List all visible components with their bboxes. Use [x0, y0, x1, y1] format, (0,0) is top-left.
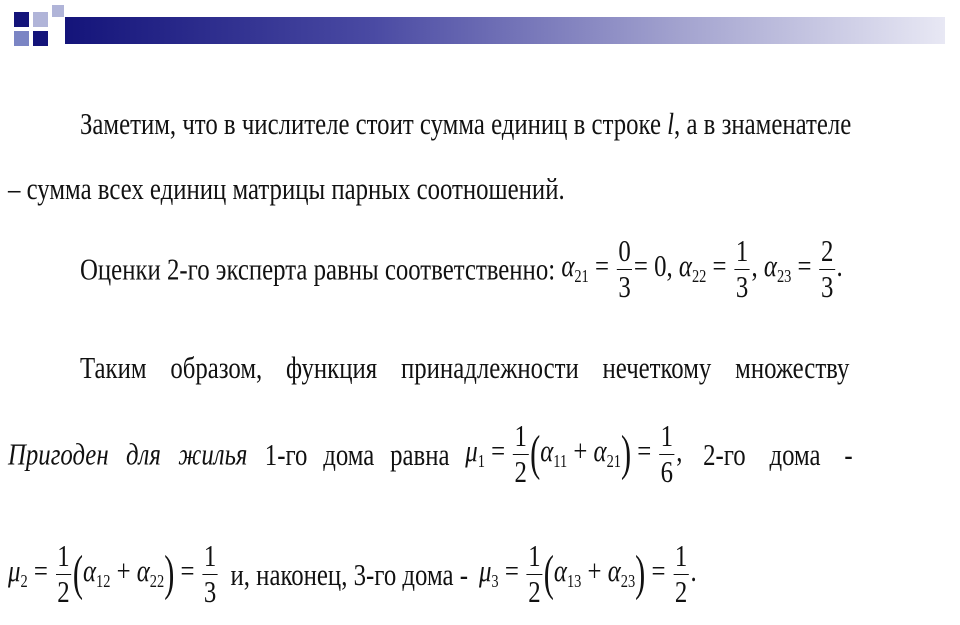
mu1-b: α: [593, 433, 607, 469]
para3-line1-text: Таким образом, функция принадлежности нечеткому множеству: [80, 350, 850, 385]
mu1-tail: ,: [676, 433, 683, 469]
a22-symbol: α: [678, 248, 692, 284]
header-square-dark: [14, 12, 29, 27]
mu1-a-sub: 11: [553, 451, 568, 472]
mu2-symbol: μ: [8, 553, 21, 589]
header-gradient-bar: [65, 17, 945, 44]
mu3-result: [673, 540, 689, 608]
mu2-result-den: 3: [203, 573, 217, 609]
mu3-result-num: 1: [674, 538, 688, 573]
slide-header-decoration: [0, 0, 960, 60]
a23-subscript: 23: [776, 266, 792, 287]
mu3-a: α: [553, 553, 567, 589]
para1-text-b: , а в знаменателе: [674, 106, 852, 141]
mu1-result: [659, 420, 675, 488]
a22-denominator: 3: [735, 268, 749, 304]
mu3-lparen: (: [543, 546, 554, 602]
mu2-result-num: 1: [203, 538, 217, 573]
mu2-rparen: ): [164, 546, 175, 602]
header-square-small: [52, 5, 64, 17]
mu2-half-num: 1: [57, 538, 70, 573]
formula-a22: $\alpha_{22}$ = $\frac{1}{3}$ ,: [678, 233, 758, 304]
mu3-a-sub: 13: [566, 571, 582, 592]
a21-tail: = 0,: [633, 248, 673, 284]
a23-tail: .: [836, 248, 843, 284]
para3-line2: [8, 420, 853, 488]
a21-fraction: [617, 235, 633, 303]
para1-line1: [80, 108, 851, 139]
mu1-b-sub: 21: [606, 451, 621, 472]
para3-line3: [8, 540, 697, 608]
mu3-b-sub: 23: [620, 571, 636, 592]
para3-finally-text: и, наконец, 3-го дома -: [230, 556, 468, 592]
mu1-half-den: 2: [514, 453, 527, 489]
para1-var-l: l: [667, 106, 675, 141]
mu3-result-den: 2: [674, 573, 688, 609]
formula-mu3: $\mu_3$ = $\frac{1}{2}$ $(\alpha_{13} + \alpha_{23})$ = $\frac{1}{2}$ .: [478, 538, 697, 609]
mu1-result-num: 1: [660, 418, 674, 453]
formula-a23: $\alpha_{23}$ = $\frac{2}{3}$ .: [763, 233, 843, 304]
mu3-symbol: μ: [478, 553, 492, 589]
mu1-result-den: 6: [660, 453, 674, 489]
mu2-subscript: 2: [20, 571, 28, 592]
para3-first-house-text: 1-го дома равна: [264, 436, 450, 472]
a22-tail: ,: [751, 248, 758, 284]
a23-symbol: α: [763, 248, 777, 284]
formula-mu2: $\mu_2$ = $\frac{1}{2}$ $(\alpha_{12} + \alpha_{22})$ = $\frac{1}{3}$: [8, 538, 217, 609]
mu1-lparen: (: [530, 426, 541, 482]
a21-symbol: α: [561, 248, 575, 284]
para1-text-a: Заметим, что в числителе стоит сумма единиц в строке: [80, 106, 668, 141]
mu3-tail: .: [690, 553, 697, 589]
mu3-b: α: [607, 553, 621, 589]
para3-second-house-text: 2-го дома -: [703, 436, 853, 472]
mu2-b-sub: 22: [149, 571, 165, 592]
mu2-a: α: [82, 553, 96, 589]
mu1-half-num: 1: [514, 418, 527, 453]
mu3-half-num: 1: [528, 538, 541, 573]
a23-fraction: [819, 235, 835, 303]
mu1-rparen: ): [620, 426, 632, 482]
mu1-a: α: [540, 433, 554, 469]
mu3-subscript: 3: [491, 571, 499, 592]
mu2-b: α: [136, 553, 150, 589]
a23-denominator: 3: [820, 268, 834, 304]
mu2-result: [202, 540, 218, 608]
fuzzy-set-name: Пригоден для жилья: [8, 436, 248, 472]
mu2-a-sub: 12: [95, 571, 111, 592]
para1-line2: [8, 173, 565, 204]
a21-subscript: 21: [574, 266, 589, 287]
mu2-lparen: (: [72, 546, 83, 602]
header-square-light: [33, 12, 48, 27]
a22-numerator: 1: [735, 233, 749, 268]
a21-numerator: 0: [618, 233, 631, 268]
mu2-half-den: 2: [57, 573, 70, 609]
mu3-half: [527, 540, 543, 608]
mu1-half: [513, 420, 529, 488]
mu3-rparen: ): [635, 546, 646, 602]
a22-subscript: 22: [691, 266, 707, 287]
a21-denominator: 3: [618, 268, 631, 304]
mu3-half-den: 2: [528, 573, 541, 609]
para2-line: [80, 235, 843, 303]
formula-a21: $\alpha_{21}$ = $\frac{0}{3}$ = 0,: [561, 233, 673, 304]
para3-line1: [80, 352, 849, 383]
header-square-dark-2: [33, 31, 48, 46]
a22-fraction: [734, 235, 750, 303]
para1-line2-text: – сумма всех единиц матрицы парных соотношений.: [8, 171, 565, 206]
mu1-subscript: 1: [477, 451, 485, 472]
para2-text: Оценки 2-го эксперта равны соответственно:: [80, 251, 556, 287]
formula-mu1: $\mu_1$ = $\frac{1}{2}$ $(\alpha_{11} + \alpha_{21})$ = $\frac{1}{6}$ ,: [465, 418, 683, 489]
a23-numerator: 2: [820, 233, 834, 268]
header-square-mid: [14, 31, 29, 46]
mu1-symbol: μ: [465, 433, 478, 469]
mu2-half: [56, 540, 72, 608]
